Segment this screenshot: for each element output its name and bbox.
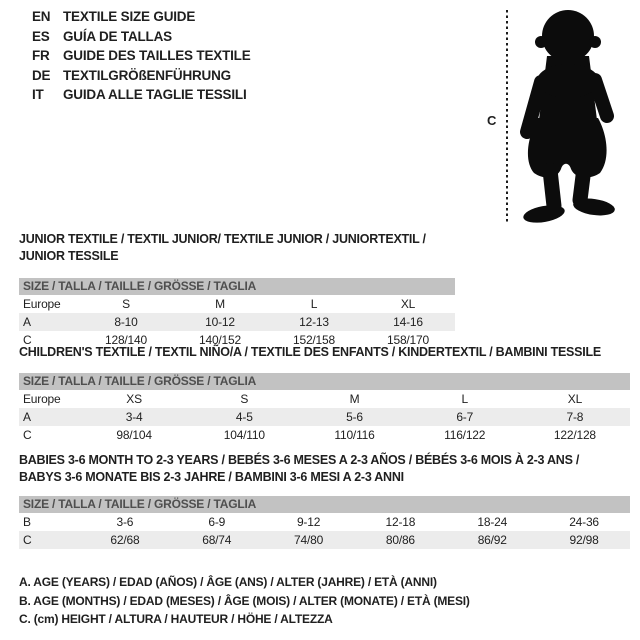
table-cell: S <box>240 392 249 406</box>
table-cell: 104/110 <box>223 428 265 442</box>
section-title: JUNIOR TEXTILE / TEXTIL JUNIOR/ TEXTILE JUNIOR / JUNIORTEXTIL / JUNIOR TESSILE <box>19 232 426 263</box>
table-cell: 18-24 <box>477 515 508 529</box>
language-list <box>32 7 251 105</box>
table-cell: 110/116 <box>334 428 375 442</box>
table-cell: XS <box>126 392 142 406</box>
language-row <box>32 7 251 27</box>
table-header-bar: SIZE / TALLA / TAILLE / GRÖSSE / TAGLIA <box>19 278 455 295</box>
table-cell: S <box>122 297 130 311</box>
legend-line-b: B. AGE (MONTHS) / EDAD (MESES) / ÂGE (MOIS) / ALTER (MONATE) / ETÀ (MESI) <box>19 593 470 608</box>
table-row <box>19 295 455 313</box>
table-cell: XL <box>567 392 583 406</box>
table-cell: 158/170 <box>387 333 429 347</box>
table-cell: 116/122 <box>444 428 486 442</box>
table-cell: 7-8 <box>566 410 584 424</box>
table-cell: 6-9 <box>208 515 226 529</box>
table-body <box>19 390 630 444</box>
table-cell: 9-12 <box>296 515 321 529</box>
language-code: EN <box>32 9 51 24</box>
guide-title: TEXTILGRÖßENFÜHRUNG <box>63 67 231 83</box>
language-code: ES <box>32 28 50 44</box>
height-measure-dashed-line <box>506 10 508 224</box>
table-cell: 98/104 <box>116 428 152 442</box>
table-cell: 14-16 <box>393 315 423 329</box>
table-cell: M <box>215 297 225 311</box>
table-header-bar: SIZE / TALLA / TAILLE / GRÖSSE / TAGLIA <box>19 496 630 513</box>
language-code: FR <box>32 48 50 63</box>
table-cell: 62/68 <box>110 533 140 547</box>
table-cell: 128/140 <box>105 333 147 347</box>
height-measure-label: C <box>487 113 497 128</box>
row-label: A <box>23 315 31 329</box>
table-cell: 80/86 <box>385 533 415 547</box>
table-cell: 8-10 <box>114 315 138 329</box>
row-label: A <box>23 410 31 424</box>
table-row <box>19 408 630 426</box>
row-label: Europe <box>23 392 61 406</box>
table-row <box>19 531 630 549</box>
table-cell: 6-7 <box>456 410 474 424</box>
table-body <box>19 295 455 349</box>
language-code: DE <box>32 67 51 83</box>
table-cell: 5-6 <box>346 410 363 424</box>
language-row <box>32 66 251 86</box>
legend-line-c: C. (cm) HEIGHT / ALTURA / HAUTEUR / HÖHE / ALTEZZA <box>19 612 333 627</box>
row-label: C <box>23 428 32 442</box>
guide-title: GUIDE DES TAILLES TEXTILE <box>63 48 251 63</box>
size-table-section <box>19 231 455 349</box>
table-cell: L <box>310 297 318 311</box>
table-cell: 12-13 <box>299 315 329 329</box>
guide-title: GUIDA ALLE TAGLIE TESSILI <box>63 87 247 102</box>
measure-legend <box>19 573 470 629</box>
table-cell: 92/98 <box>569 533 599 547</box>
table-cell: M <box>349 392 360 406</box>
table-cell: 86/92 <box>477 533 507 547</box>
section-title: BABIES 3-6 MONTH TO 2-3 YEARS / BEBÉS 3-6 MESES A 2-3 AÑOS / BÉBÉS 3-6 MOIS À 2-3 ANS / BABYS 3-6 MONATE BIS 2-3 JAHRE / BAMBINI 3-6 MESI A 2-3 ANNI <box>19 453 580 484</box>
table-row <box>19 313 455 331</box>
table-cell: 140/152 <box>199 333 241 347</box>
row-label: Europe <box>23 297 61 311</box>
table-cell: 12-18 <box>385 515 416 529</box>
toddler-silhouette-icon <box>514 6 630 226</box>
table-cell: 24-36 <box>569 515 599 529</box>
table-cell: 10-12 <box>205 315 235 329</box>
table-header-bar: SIZE / TALLA / TAILLE / GRÖSSE / TAGLIA <box>19 373 630 390</box>
language-code: IT <box>32 87 44 102</box>
guide-title: GUÍA DE TALLAS <box>63 28 172 44</box>
table-cell: 3-6 <box>116 515 134 529</box>
table-cell: 3-4 <box>125 410 143 424</box>
row-label: C <box>23 533 32 547</box>
table-row <box>19 390 630 408</box>
size-table-section <box>19 344 630 444</box>
table-cell: 68/74 <box>202 533 232 547</box>
table-cell: XL <box>400 297 416 311</box>
legend-line-a: A. AGE (YEARS) / EDAD (AÑOS) / ÂGE (ANS) / ALTER (JAHRE) / ETÀ (ANNI) <box>19 575 437 589</box>
table-cell: 4-5 <box>235 410 253 424</box>
table-cell: L <box>461 392 468 406</box>
language-row <box>32 85 251 105</box>
table-body <box>19 513 630 549</box>
guide-title: TEXTILE SIZE GUIDE <box>63 9 196 24</box>
table-cell: 122/128 <box>553 428 596 442</box>
table-cell: 74/80 <box>294 533 324 547</box>
table-row <box>19 513 630 531</box>
table-row <box>19 426 630 444</box>
size-table-section <box>19 452 630 549</box>
section-title: CHILDREN'S TEXTILE / TEXTIL NIÑO/A / TEXTILE DES ENFANTS / KINDERTEXTIL / BAMBINI TESSILE <box>19 345 601 359</box>
language-row <box>32 46 251 66</box>
row-label: B <box>23 515 31 529</box>
row-label: C <box>23 333 32 347</box>
table-cell: 152/158 <box>293 333 335 347</box>
language-row <box>32 27 251 47</box>
